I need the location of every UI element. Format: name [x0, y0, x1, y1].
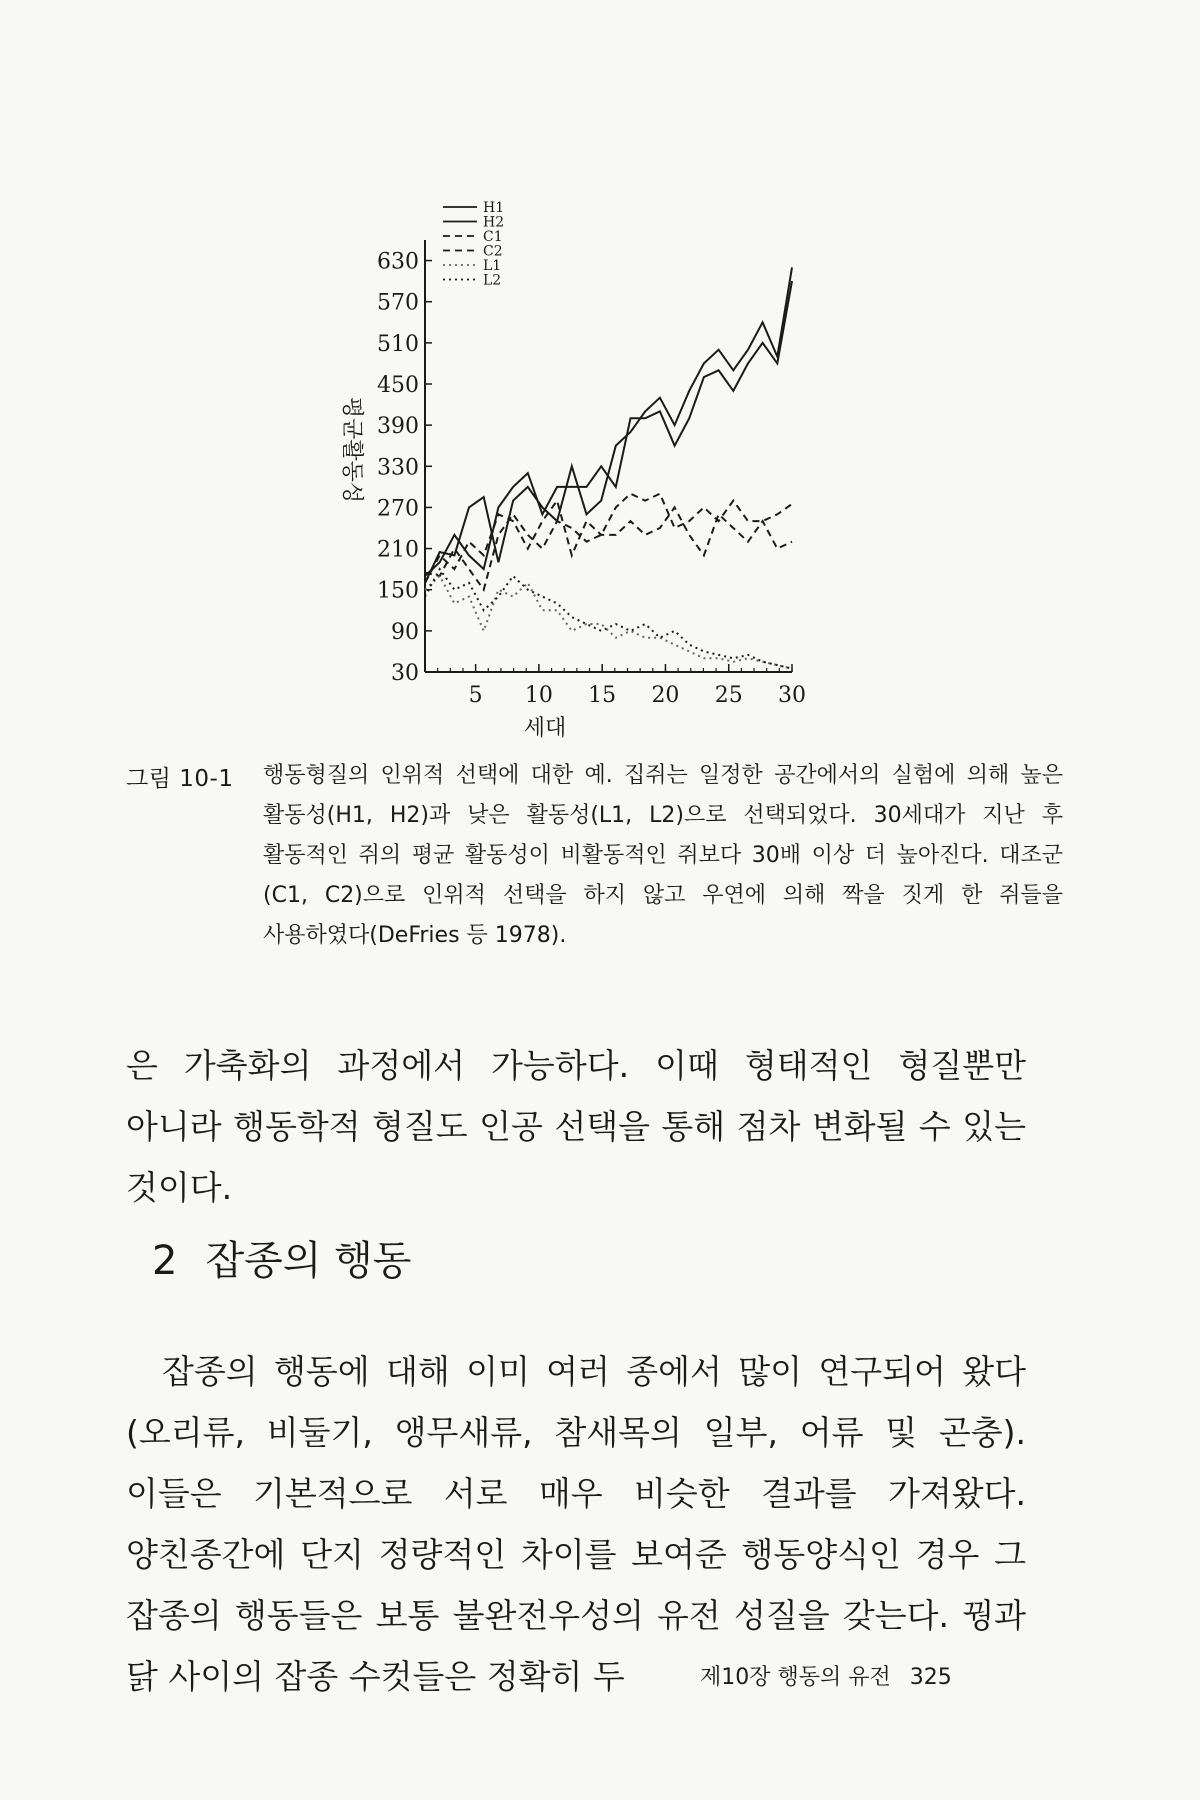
x-tick-label: 25	[714, 683, 743, 708]
section-heading	[152, 1229, 411, 1286]
x-tick-label: 20	[651, 683, 680, 708]
series-line-c2	[425, 501, 792, 583]
chart-legend	[443, 200, 504, 289]
y-tick-label: 450	[377, 373, 419, 398]
figure-label: 그림 10-1	[126, 766, 234, 792]
series-line-h2	[425, 281, 792, 576]
activity-line-chart	[0, 0, 1200, 760]
y-tick-label: 90	[391, 619, 419, 645]
x-tick-label: 15	[588, 683, 617, 708]
chart-series-layer	[425, 267, 792, 668]
legend-label-c1: C1	[483, 229, 503, 245]
figure-caption: 행동형질의 인위적 선택에 대한 예. 집쥐는 일정한 공간에서의 실험에 의해 높은 활동성(H1, H2)과 낮은 활동성(L1, L2)으로 선택되었다. 30세대가 지난 후 활동적인 쥐의 평균 활동성이 비활동적인 쥐보다 30배 이상 더 높아진다. 대조군(C1, C2)으로 인위적 선택을 하지 않고 우연에 의해 짝을 짓게 한 쥐들을 사용하였다(DeFries 등 1978).	[263, 763, 1063, 948]
y-tick-label: 30	[391, 661, 419, 686]
y-tick-label: 150	[377, 578, 419, 604]
paragraph-hybrid-behavior: 잡종의 행동에 대해 이미 여러 종에서 많이 연구되어 왔다(오리류, 비둘기, 앵무새류, 참새목의 일부, 어류 및 곤충). 이들은 기본적으로 서로 매우 비슷한 결과를 가져왔다. 양친종간에 단지 정량적인 차이를 보여준 행동양식인 경우 그 잡종의 행동들은 보통 불완전우성의 유전 성질을 갖는다. 꿩과 닭 사이의 잡종 수컷들은 정확히 두	[126, 1352, 1026, 1696]
legend-label-l1: L1	[483, 258, 502, 274]
x-tick-label: 30	[778, 683, 806, 708]
page-footer	[700, 1660, 952, 1691]
page-number: 325	[909, 1665, 952, 1690]
x-axis-label: 세대	[523, 716, 567, 741]
x-tick-label: 5	[468, 683, 483, 708]
y-tick-label: 270	[377, 496, 419, 522]
section-title: 잡종의 행동	[205, 1238, 412, 1285]
y-axis-label: 평균활동성	[339, 396, 364, 504]
chart-axes	[377, 240, 806, 708]
legend-label-c2: C2	[483, 243, 503, 260]
series-line-l1	[425, 576, 792, 669]
paragraph-continued: 은 가축화의 과정에서 가능하다. 이때 형태적인 형질뿐만 아니라 행동학적 형질도 인공 선택을 통해 점차 변화될 수 있는 것이다.	[126, 1046, 1026, 1207]
legend-label-l2: L2	[483, 272, 502, 289]
y-tick-label: 330	[377, 455, 419, 481]
y-tick-label: 570	[377, 290, 419, 316]
chapter-title: 제10장 행동의 유전	[700, 1665, 891, 1690]
x-tick-label: 10	[524, 683, 553, 708]
legend-label-h1: H1	[483, 200, 505, 216]
y-tick-label: 510	[377, 331, 419, 357]
y-tick-label: 210	[377, 537, 419, 563]
y-tick-label: 390	[377, 414, 419, 440]
legend-label-h2: H2	[483, 214, 505, 231]
series-line-c1	[425, 494, 792, 590]
series-line-h1	[425, 267, 792, 583]
section-number: 2	[152, 1238, 178, 1285]
y-tick-label: 630	[377, 249, 419, 275]
